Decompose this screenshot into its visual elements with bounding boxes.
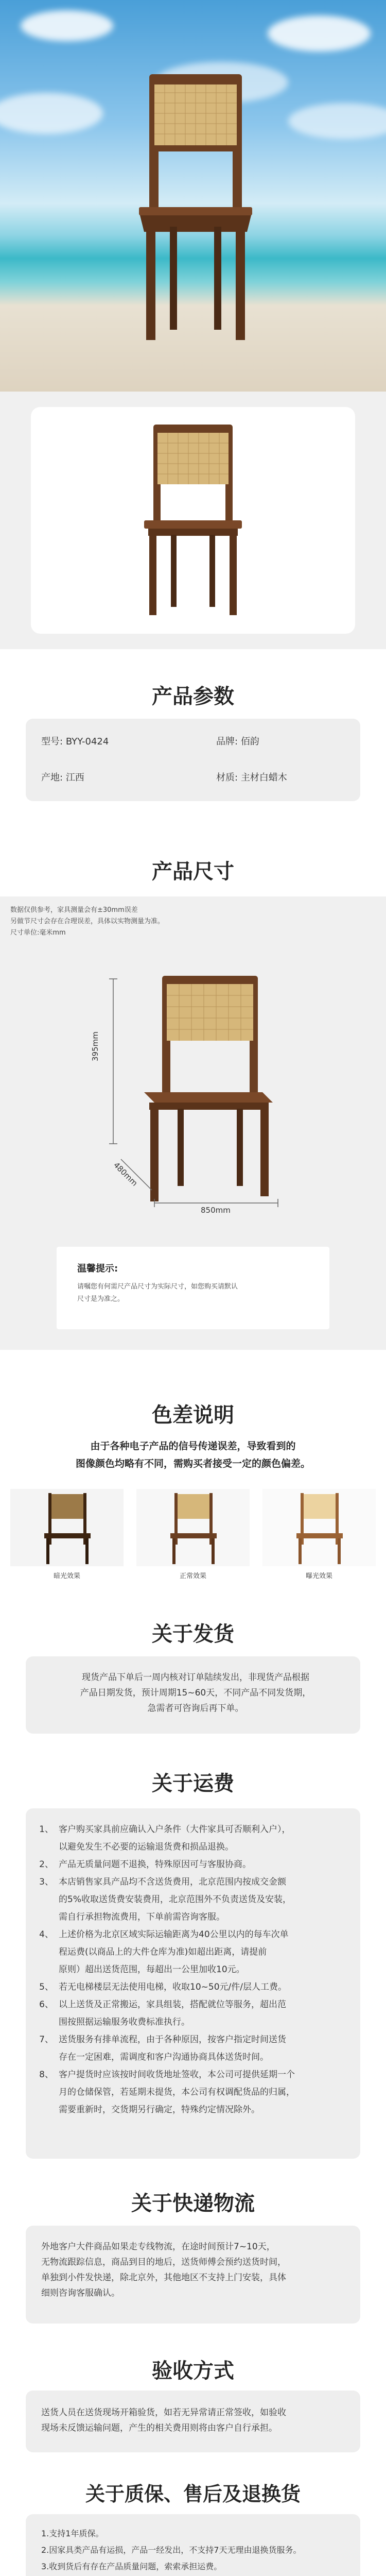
freight-item-line	[36, 2013, 350, 2031]
freight-item-number	[36, 2083, 59, 2101]
freight-item-text: 需自行承担物流费用，下单前需咨询客服。	[59, 1912, 225, 1922]
freight-item-text: 以上送货及正常搬运，家具组装，搭配就位等服务，超出范	[59, 1999, 286, 2010]
sample-bright	[262, 1489, 376, 1566]
freight-item-number	[36, 1961, 59, 1978]
delivery-title: 关于发货	[152, 1622, 234, 1646]
freight-item-number: 7、	[39, 2035, 54, 2045]
freight-item-number	[36, 2101, 59, 2119]
freight-item-line	[36, 2101, 350, 2119]
freight-item-text: 以避免发生不必要的运输退货费和损品退换。	[59, 1842, 234, 1852]
freight-item-line	[36, 1873, 350, 1891]
freight-item-line	[36, 1838, 350, 1856]
caption-dark: 暗光效果	[53, 1572, 80, 1580]
aftersale-item: 3.收到货后有存在产品质量问题，索索承担运费。	[41, 2562, 222, 2571]
freight-item-line	[36, 2066, 350, 2083]
freight-item-number: 6、	[39, 1999, 54, 2010]
freight-item-line	[36, 1856, 350, 1873]
freight-item-number	[36, 1838, 59, 1856]
aftersale-title: 关于质保、售后及退换货	[85, 2483, 301, 2505]
hero-banner	[0, 0, 386, 392]
freight-item-number: 5、	[39, 1982, 54, 1992]
delivery-text: 现货产品下单后一周内核对订单陆续发出，非现货产品根据 产品日期发货，预计周期15~60天，不同产品不同发货期， 急需者可咨询后再下单。	[80, 1672, 311, 1714]
freight-item-number: 4、	[39, 1929, 54, 1940]
freight-item-line	[36, 1891, 350, 1908]
freight-item-text: 存在一定困难，需调度和客户沟通协商具体送货时间。	[59, 2052, 269, 2062]
freight-item-line	[36, 1961, 350, 1978]
freight-item-text: 的5%收取送货费安装费用，北京范围外不负责送货及安装，	[59, 1894, 291, 1905]
param-model: 型号: BYY-0424	[41, 736, 109, 747]
params-card	[26, 719, 360, 801]
sample-dark	[10, 1489, 124, 1566]
freight-item-text: 若无电梯楼层无法使用电梯，收取10~50元/件/层人工费。	[59, 1982, 287, 1992]
freight-card	[26, 1808, 360, 2159]
chair-normal-image	[136, 1489, 250, 1566]
freight-item-line	[36, 2048, 350, 2066]
freight-item-text: 上述价格为北京区域实际运输距离为40公里以内的每车次单	[59, 1929, 289, 1940]
logistics-card	[26, 2226, 360, 2324]
freight-item-line	[36, 1908, 350, 1926]
freight-item-number: 3、	[39, 1877, 54, 1887]
freight-item-number	[36, 1891, 59, 1908]
acceptance-card	[26, 2391, 360, 2452]
chair-bright-image	[262, 1489, 376, 1566]
freight-item-text: 客户购买家具前应确认入户条件（大件家具可否顺利入户），	[59, 1824, 291, 1835]
freight-item-text: 程运费(以商品上的大件仓库为准)如超出距离，请提前	[59, 1947, 267, 1957]
params-title: 产品参数	[152, 685, 234, 708]
aftersale-item: 2.因家具类产品有运损，产品一经发出，不支持7天无理由退换货服务。	[41, 2545, 302, 2555]
aftersale-item: 1.支持1年质保。	[41, 2529, 104, 2538]
product-photo-section	[0, 392, 386, 649]
freight-item-text: 客户提货时应该按时间收货地址签收，本公司可提供延期一个	[59, 2070, 295, 2080]
aftersale-list	[41, 2526, 350, 2576]
logistics-text: 外地客户大件商品如果走专线物流，在途时间预计7~10天， 无物流跟踪信息，商品到目的地后，送货师傅会预约送货时间， 单独到小件发快递，除北京外，其他地区不支持上门安装，具体 细则咨询客服确认。	[41, 2242, 286, 2298]
dimension-width: 850mm	[201, 1206, 231, 1215]
freight-item-line	[36, 1943, 350, 1961]
freight-item-number	[36, 2013, 59, 2031]
color-samples	[10, 1489, 376, 1587]
tip-title: 温馨提示:	[77, 1263, 118, 1274]
freight-item-line	[36, 1978, 350, 1996]
tip-card	[57, 1247, 329, 1329]
caption-normal: 正常效果	[179, 1572, 206, 1580]
dimension-height: 395mm	[91, 1031, 100, 1061]
freight-item-text: 需要重新时，交货期另行确定，特殊约定情况除外。	[59, 2105, 260, 2115]
freight-item-line	[36, 1926, 350, 1943]
freight-item-number	[36, 1943, 59, 1961]
dimension-notes: 数据仅供参考，家具测量会有±30mm误差 另做节尺寸会存在合理误差，具体以实物测量为准。 尺寸单位:毫米mm	[10, 906, 165, 937]
freight-item-text: 送货服务有排单流程，由于各种原因，按客户指定时间送货	[59, 2035, 286, 2045]
color-title: 色差说明	[152, 1403, 234, 1427]
chair-image-hero	[139, 62, 252, 350]
freight-item-number	[36, 1908, 59, 1926]
sample-normal	[136, 1489, 250, 1566]
delivery-card	[26, 1656, 360, 1734]
freight-item-text: 月的仓储保管，若延期未提货，本公司有权调配货品的归属，	[59, 2087, 295, 2097]
dimension-depth: 480mm	[112, 1160, 139, 1188]
logistics-title: 关于快递物流	[131, 2192, 255, 2215]
tip-text: 请嘱您有何需尺产品尺寸为实际尺寸，如您购买请默认 尺寸是为准之。	[77, 1283, 238, 1303]
freight-item-number: 8、	[39, 2070, 54, 2080]
freight-item-number: 2、	[39, 1859, 54, 1870]
caption-bright: 曝光效果	[305, 1572, 332, 1580]
acceptance-text: 送货人员在送货现场开箱验货，如若无异常请正常签收，如验收 现场未反馈运输问题，产生的相关费用则将由客户自行承担。	[41, 2408, 286, 2433]
freight-item-line	[36, 2083, 350, 2101]
chair-dark-image	[10, 1489, 124, 1566]
chair-image-main	[144, 422, 242, 618]
dimensions-section	[0, 896, 386, 1350]
product-photo-card	[31, 407, 355, 634]
color-description: 由于各种电子产品的信号传递误差，导致看到的 图像颜色均略有不同，需购买者接受一定的颜色偏差。	[75, 1440, 310, 1469]
aftersale-card	[26, 2514, 360, 2576]
dimensions-title: 产品尺寸	[152, 860, 234, 884]
freight-title: 关于运费	[152, 1772, 234, 1795]
freight-item-text: 产品无质量问题不退换，特殊原因可与客服协商。	[59, 1859, 251, 1870]
freight-item-number: 1、	[39, 1824, 54, 1835]
param-brand: 品牌: 佰韵	[216, 736, 259, 747]
freight-item-line	[36, 2031, 350, 2048]
freight-item-number	[36, 2048, 59, 2066]
param-origin: 产地: 江西	[41, 772, 84, 783]
param-material: 材质: 主材白蜡木	[216, 772, 287, 783]
freight-item-line	[36, 1996, 350, 2013]
acceptance-title: 验收方式	[152, 2359, 234, 2383]
freight-item-text: 原则）超出送货范围，每超出一公里加收10元。	[59, 1964, 245, 1975]
freight-item-text: 围按照据运输服务收费标准执行。	[59, 2017, 190, 2027]
freight-item-line	[36, 1821, 350, 1838]
freight-list	[36, 1821, 350, 2119]
freight-item-text: 本店销售家具产品均不含送货费用，北京范围内按成交金额	[59, 1877, 286, 1887]
